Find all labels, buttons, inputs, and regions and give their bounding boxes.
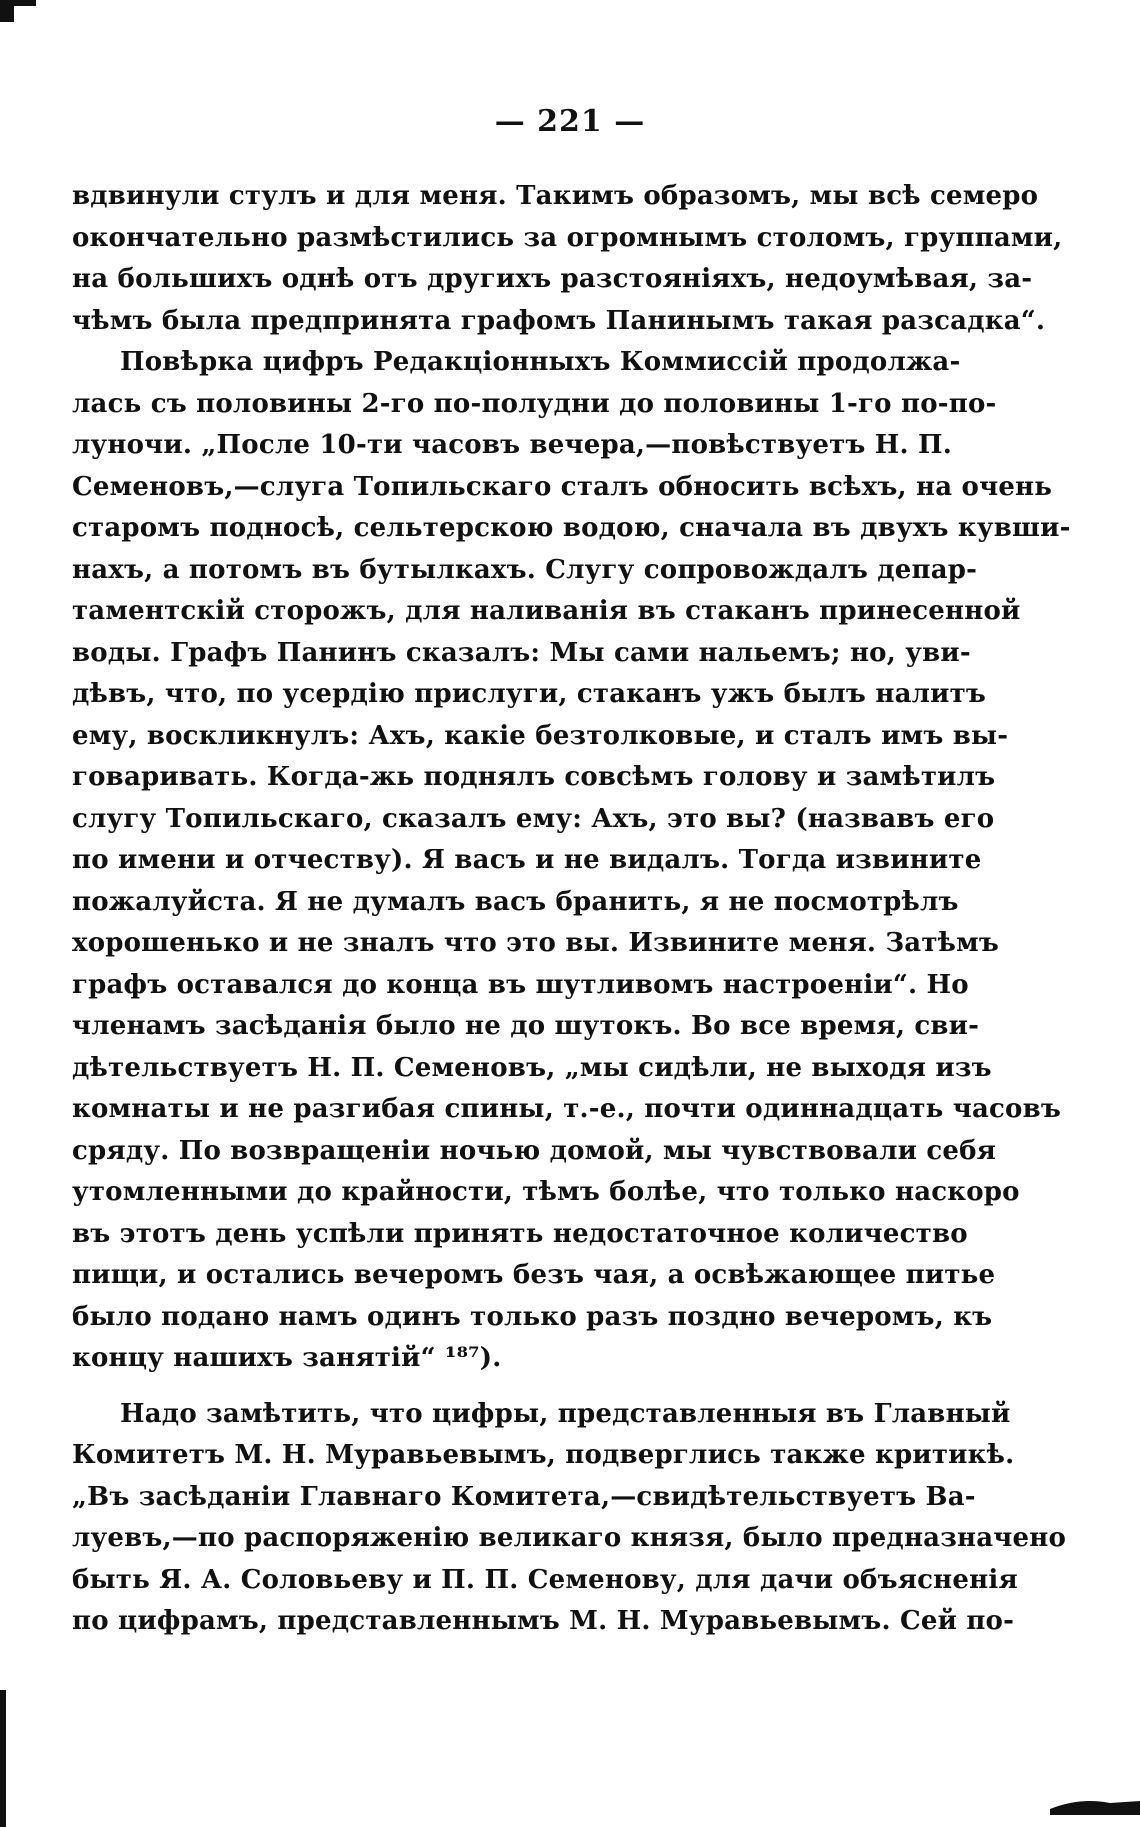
scan-edge-mark-top <box>0 0 14 22</box>
text-line: графъ оставался до конца въ шутливомъ настроеніи“. Но <box>72 969 969 1000</box>
text-line: Комитетъ М. Н. Муравьевымъ, подверглись также критикѣ. <box>72 1440 1015 1470</box>
text-line: по имени и отчеству). Я васъ и не видалъ. Тогда извините <box>72 845 982 875</box>
text-line: пожалуйста. Я не думалъ васъ бранить, я не посмотрѣлъ <box>72 886 959 917</box>
text-line: Семеновъ,—слуга Топильскаго сталъ обносить всѣхъ, на очень <box>72 471 1053 502</box>
text-line: дѣвъ, что, по усердію прислуги, стаканъ ужъ былъ налитъ <box>72 679 987 709</box>
text-line: сряду. По возвращеніи ночью домой, мы чувствовали себя <box>72 1135 997 1166</box>
text-line: говаривать. Когда-жь поднялъ совсѣмъ голову и замѣтилъ <box>72 762 996 792</box>
text-line: луевъ,—по распоряженію великаго князя, было предназначено <box>72 1523 1067 1553</box>
text-line: утомленными до крайности, тѣмъ болѣе, что только наскоро <box>72 1177 1020 1207</box>
text-line: слугу Топильскаго, сказалъ ему: Ахъ, это вы? (назвавъ его <box>72 803 995 834</box>
text-line: вдвинули стулъ и для меня. Такимъ образомъ, мы всѣ семеро <box>72 181 1039 211</box>
text-line: „Въ засѣданіи Главнаго Комитета,—свидѣтельствуетъ Ва- <box>72 1481 976 1512</box>
text-line: нахъ, а потомъ въ бутылкахъ. Слугу сопровождалъ депар- <box>72 554 978 585</box>
paragraph <box>72 176 1063 342</box>
text-line: окончательно размѣстились за огромнымъ столомъ, группами, <box>72 222 1063 253</box>
text-line: чѣмъ была предпринята графомъ Панинымъ такая разсадка“. <box>72 305 1046 336</box>
text-line: комнаты и не разгибая спины, т.-е., почти одиннадцать часовъ <box>72 1094 1062 1124</box>
text-line: воды. Графъ Панинъ сказалъ: Мы сами нальемъ; но, уви- <box>72 637 971 668</box>
text-line: членамъ засѣданія было не до шутокъ. Во все время, сви- <box>72 1011 980 1041</box>
page-number: — 221 — <box>494 104 646 139</box>
text-line: быть Я. А. Соловьеву и П. П. Семенову, для дачи объясненія <box>72 1564 1018 1595</box>
text-line: луночи. „После 10-ти часовъ вечера,—повѣствуетъ Н. П. <box>72 430 953 460</box>
text-line: въ этотъ день успѣли принять недостаточное количество <box>72 1218 968 1249</box>
text-line: дѣтельствуетъ Н. П. Семеновъ, „мы сидѣли, не выходя изъ <box>72 1052 992 1083</box>
scan-edge-mark-left <box>0 1690 6 1827</box>
text-line: лась съ половины 2-го по-полудни до половины 1-го по-по- <box>72 388 997 419</box>
body-text <box>72 176 1071 1643</box>
text-line: Повѣрка цифръ Редакціонныхъ Коммиссій продолжа- <box>120 347 961 377</box>
text-line: таментскій сторожъ, для наливанія въ стаканъ принесенной <box>72 596 1021 626</box>
text-line: на большихъ однѣ отъ другихъ разстояніяхъ, недоумѣвая, за- <box>72 264 1033 294</box>
paragraph <box>72 1394 1067 1643</box>
text-line: старомъ подносѣ, сельтерскою водою, сначала въ двухъ кувши- <box>72 513 1071 543</box>
text-line: ему, воскликнулъ: Ахъ, какіе безтолковые, и сталъ имъ вы- <box>72 720 1009 751</box>
text-line: по цифрамъ, представленнымъ М. Н. Муравьевымъ. Сей по- <box>72 1606 1015 1636</box>
text-line: хорошенько и не зналъ что это вы. Извините меня. Затѣмъ <box>72 928 1000 958</box>
text-line: пищи, и остались вечеромъ безъ чая, а освѣжающее питье <box>72 1260 996 1290</box>
paragraph <box>72 342 1071 1380</box>
text-line: концу нашихъ занятій“ ¹⁸⁷). <box>72 1343 502 1373</box>
text-line: Надо замѣтить, что цифры, представленныя въ Главный <box>120 1398 1011 1429</box>
scan-edge-mark-right <box>1050 1795 1140 1815</box>
text-line: было подано намъ одинъ только разъ поздно вечеромъ, къ <box>72 1301 993 1332</box>
